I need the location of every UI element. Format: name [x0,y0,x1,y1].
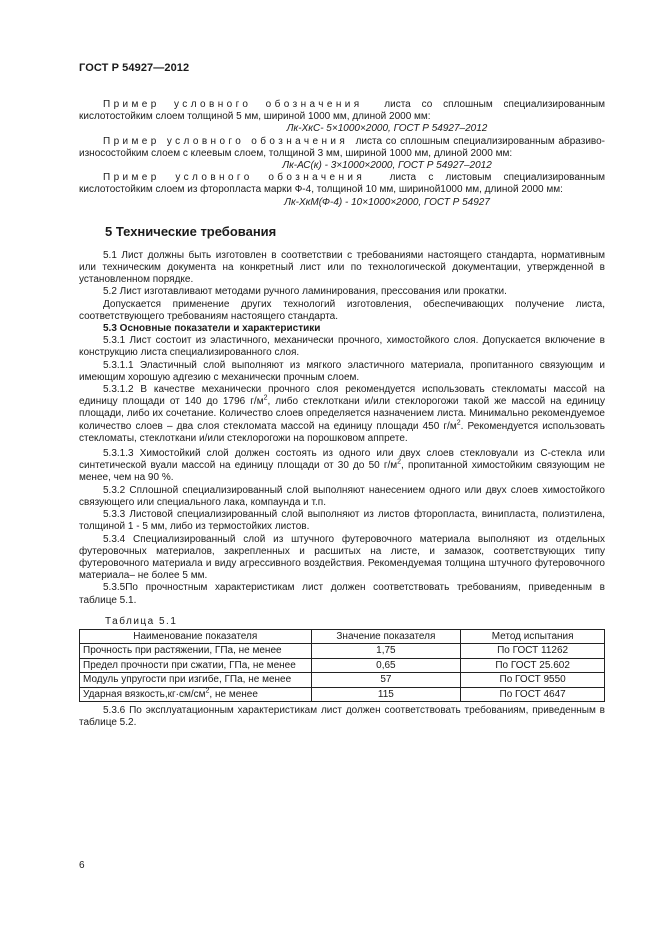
text-run: , пропитанной химостойким связующим не менее, чем на 90 %. [79,460,605,484]
table-row [80,658,605,673]
paragraph-5-3-1-2 [79,384,605,445]
text-run: , не менее [209,688,258,700]
paragraph-5-2: 5.2 Лист изготавливают методами ручного ламинирования, прессования или прокатки. [103,286,507,298]
table-cell-method: По ГОСТ 11262 [461,644,605,659]
page-content [79,99,605,730]
column-header: Наименование показателя [80,629,312,644]
text-run: Ударная вязкость,кг·см/см [83,688,206,700]
superscript: 2 [263,394,268,402]
document-code: ГОСТ Р 54927—2012 [79,62,190,74]
superscript: 2 [205,687,210,695]
paragraph-5-3-3: 5.3.3 Листовой специализированный слой выполняют из листов фторопласта, винипласта, полиэтилена, толщиной 1 - 5 мм, либо из термостойких листов. [79,509,605,533]
example-designation: Лк-ХкМ(Ф-4) - 10×1000×2000, ГОСТ Р 54927 [284,196,490,208]
superscript: 2 [397,458,402,466]
table-cell-value: 115 [311,687,461,702]
text-run: , либо стеклоткани и/или стеклорогожи такой же массой на единицу площади, либо их сочетание. Количество слоев определяется назначением листа. Минимально рекомендуемое количество слоев – два слоя стекломата массой на единицу площади 450 г/м [79,396,606,432]
paragraph-5-3-4: 5.3.4 Специализированный слой из штучного футеровочного материала выполняют из отдельных футеровочных материалов, закрепленных и расшитых на листе, и замазок, соответствующих типу футеровочного материала и виду агрессивного воздействия. Рекомендуемая толщина штучного футеровочного материала– не более 5 мм. [79,533,605,582]
column-header: Метод испытания [461,629,605,644]
table-cell-value: 1,75 [311,644,461,659]
paragraph-5-3-1-1: 5.3.1.1 Эластичный слой выполняют из мягкого эластичного материала, пропитанного связующим и имеющим хорошую адгезию с механически прочным слоем. [79,359,605,383]
table-caption: Таблица 5.1 [105,615,178,627]
table-cell-method: По ГОСТ 25.602 [461,658,605,673]
paragraph-5-2-note: Допускается применение других технологий изготовления, обеспечивающих получение листа, соответствующего требованиям настоящего стандарта. [79,298,605,322]
table-cell-value: 57 [311,673,461,688]
example-1 [79,99,605,123]
page-number: 6 [79,860,85,871]
example-text: листа со сплошным специализированным абразиво-износостойким слоем с клеевым слоем, толщиной 3 мм, шириной 1000 мм, длиной 2000 мм: [79,135,605,159]
table-header-row [80,629,605,644]
table-cell-method: По ГОСТ 4647 [461,687,605,702]
table-row [80,687,605,702]
table-cell-method: По ГОСТ 9550 [461,673,605,688]
text-run: 5.3.1.3 Химостойкий слой должен состоять из одного или двух слоев стекловуали из С-стекла или синтетической вуали массой на единицу площади от 30 до 50 г/м [79,448,605,472]
example-designation: Лк-ХкС- 5×1000×2000, ГОСТ Р 54927–2012 [286,123,488,135]
subsection-heading-5-3: 5.3 Основные показатели и характеристики [103,323,321,335]
text-run: 5.3.1.2 В качестве механически прочного слоя рекомендуется использовать стекломаты массой на единицу площади от 140 до 1796 г/м [79,384,605,408]
section-heading: 5 Технические требования [105,223,277,239]
paragraph-5-3-2: 5.3.2 Сплошной специализированный слой выполняют нанесением одного или двух слоев химостойкого связующего или специального лака, компаунда и т.п. [79,484,605,508]
example-text: листа со сплошным специализированным кислотостойким слоем толщиной 5 мм, шириной 1000 мм, длиной 2000 мм: [79,99,605,123]
table-cell-name [80,687,312,702]
example-designation: Лк-АС(к) - 3×1000×2000, ГОСТ Р 54927–2012 [282,160,492,172]
table-cell-name: Прочность при растяжении, ГПа, не менее [80,644,312,659]
column-header: Значение показателя [311,629,461,644]
table-cell-name: Модуль упругости при изгибе, ГПа, не менее [80,673,312,688]
example-text: листа с листовым специализированным кислотостойким слоем из фторопласта марки Ф-4, толщиной 10 мм, шириной1000 мм, длиной 2000 мм: [79,172,606,196]
paragraph-5-3-5: 5.3.5По прочностным характеристикам лист должен соответствовать требованиям, приведенным в таблице 5.1. [79,582,605,606]
example-2 [79,136,605,160]
table-cell-value: 0,65 [311,658,461,673]
table-row [80,644,605,659]
table-5-1 [79,629,605,703]
text-run: . Рекомендуется использовать стекломаты, стеклоткани и/или стеклорогожи на порошковом аппрете. [79,420,605,444]
paragraph-5-1: 5.1 Лист должны быть изготовлен в соответствии с требованиями настоящего стандарта, нормативным или техническим документа на конкретный лист или по технологической документации, утвержденной в установленном порядке. [79,249,605,286]
example-3 [79,172,605,196]
paragraph-5-3-6: 5.3.6 По эксплуатационным характеристикам лист должен соответствовать требованиям, приведенным в таблице 5.2. [79,705,605,729]
superscript: 2 [456,419,461,427]
example-label: Пример условного обозначения [103,172,366,184]
example-label: Пример условного обозначения [103,99,363,110]
table-row [80,673,605,688]
paragraph-5-3-1: 5.3.1 Лист состоит из эластичного, механически прочного, химостойкого слоя. Допускается включение в конструкцию листа специализированного слоя. [79,335,605,359]
table-cell-name: Предел прочности при сжатии, ГПа, не менее [80,658,312,673]
paragraph-5-3-1-3 [79,448,605,485]
example-label: Пример условного обозначения [103,135,349,147]
